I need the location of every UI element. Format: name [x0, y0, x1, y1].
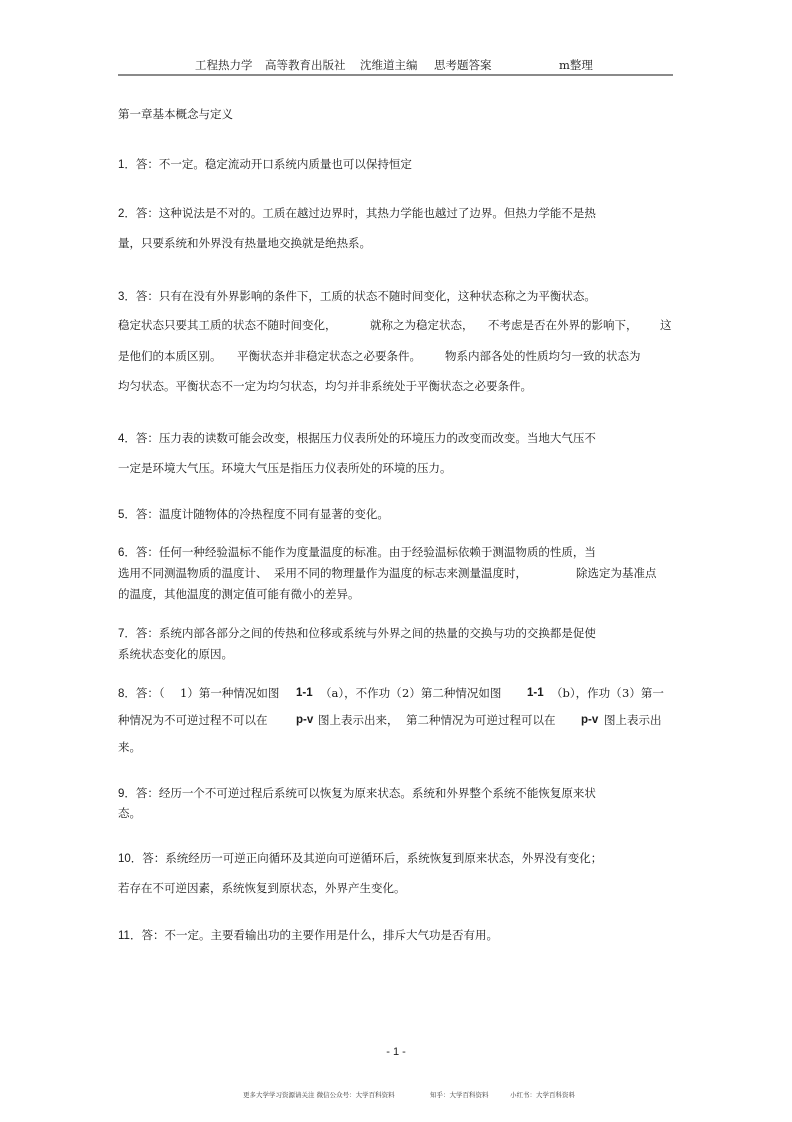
answer-8: 8．答：（	[118, 686, 165, 700]
page-number: - 1 -	[386, 1046, 406, 1058]
answer-11	[118, 928, 498, 943]
answer-number: 8	[118, 688, 125, 700]
answer-8-seg: 1）第一种情况如图	[180, 686, 280, 700]
header-doc-type: 思考题答案	[434, 58, 492, 72]
answer-7	[118, 626, 596, 641]
answer-number: 7	[118, 628, 125, 640]
pv-diagram-ref: p-v	[296, 714, 314, 726]
header-compiler: m整理	[559, 58, 593, 72]
answer-8-seg: 图上表示出来，	[318, 713, 399, 727]
answer-10	[118, 851, 602, 866]
answer-4-line-2: 一定是环境大气压。环境大气压是指压力仪表所处的环境的压力。	[118, 461, 452, 475]
answer-8-line-3: 来。	[118, 740, 141, 754]
answer-8-seg: 种情况为不可逆过程不可以在	[118, 713, 268, 727]
answer-10-line-2: 若存在不可逆因素，系统恢复到原状态，外界产生变化。	[118, 881, 406, 895]
answer-text: ．答：温度计随物体的冷热程度不同有显著的变化。	[124, 507, 389, 521]
answer-6-seg: 采用不同的物理量作为温度的标志来测量温度时，	[274, 566, 527, 580]
answer-number: 11	[118, 930, 130, 942]
answer-text: ．答：只有在没有外界影响的条件下，工质的状态不随时间变化，这种状态称之为平衡状态。	[124, 289, 596, 303]
figure-ref: 1-1	[296, 687, 313, 699]
answer-6-line-3: 的温度，其他温度的测定值可能有微小的差异。	[118, 587, 360, 601]
answer-8-seg: 2）第二种情况如图	[402, 686, 502, 700]
running-header	[118, 52, 673, 76]
chapter-title: 第一章基本概念与定义	[118, 107, 233, 121]
answer-number: 6	[118, 547, 125, 559]
answer-3-seg: 稳定状态只要其工质的状态不随时间变化，	[118, 318, 337, 332]
answer-number: 4	[118, 433, 125, 445]
footer-xiaohongshu: 小红书：大学百科资料	[510, 1091, 575, 1099]
answer-6	[118, 545, 596, 560]
answer-2-line-2: 量，只要系统和外界没有热量地交换就是绝热系。	[118, 236, 371, 250]
answer-8-seg: （a），不作功（	[320, 686, 402, 700]
answer-text: ．答：不一定。稳定流动开口系统内质量也可以保持恒定	[124, 157, 412, 171]
answer-3	[118, 289, 596, 304]
answer-3-seg: 是他们的本质区别。	[118, 349, 222, 363]
answer-6-seg: 选用不同测温物质的温度计、	[118, 566, 268, 580]
answer-8-seg: 第二种情况为可逆过程可以在	[406, 713, 556, 727]
answer-3-seg: 就称之为稳定状态，	[370, 318, 474, 332]
answer-3-line-4: 均匀状态。平衡状态不一定为均匀状态，均匀并非系统处于平衡状态之必要条件。	[118, 379, 532, 393]
answer-9	[118, 786, 596, 801]
footer-zhihu: 知乎：大学百科资料	[430, 1091, 489, 1099]
answer-9-line-2: 态。	[118, 806, 141, 820]
answer-text: ．答：系统内部各部分之间的传热和位移或系统与外界之间的热量的交换与功的交换都是促使	[124, 626, 596, 640]
answer-text: ．答：任何一种经验温标不能作为度量温度的标准。由于经验温标依赖于测温物质的性质，当	[124, 545, 596, 559]
answer-number: 9	[118, 788, 125, 800]
answer-text: ．答：不一定。主要看输出功的主要作用是什么，排斥大气功是否有用。	[129, 928, 498, 942]
header-divider	[118, 74, 673, 76]
answer-number: 5	[118, 509, 125, 521]
header-editor: 沈维道主编	[360, 58, 418, 72]
answer-7-line-2: 系统状态变化的原因。	[118, 647, 233, 661]
answer-1	[118, 157, 412, 172]
answer-8-seg: （b），作功（	[551, 686, 622, 700]
answer-3-seg: 平衡状态并非稳定状态之必要条件。	[237, 349, 421, 363]
answer-text: ．答：系统经历一可逆正向循环及其逆向可逆循环后，系统恢复到原来状态，外界没有变化；	[130, 851, 603, 865]
header-publisher: 高等教育出版社	[265, 58, 346, 72]
answer-number: 10	[118, 853, 131, 865]
answer-number: 2	[118, 208, 125, 220]
answer-text: ．答：这种说法是不对的。工质在越过边界时，其热力学能也越过了边界。但热力学能不是热	[124, 206, 596, 220]
answer-3-seg: 物系内部各处的性质均匀一致的状态为	[445, 349, 641, 363]
answer-number: 3	[118, 291, 125, 303]
answer-6-seg: 除选定为基准点	[576, 566, 657, 580]
figure-ref: 1-1	[527, 687, 544, 699]
pv-diagram-ref: p-v	[581, 714, 599, 726]
answer-text: ．答：经历一个不可逆过程后系统可以恢复为原来状态。系统和外界整个系统不能恢复原来状	[124, 786, 596, 800]
answer-number: 1	[118, 159, 125, 171]
answer-4	[118, 431, 596, 446]
answer-8-seg: 图上表示出	[604, 713, 662, 727]
header-book-title: 工程热力学	[195, 58, 253, 72]
answer-text: ．答：压力表的读数可能会改变，根据压力仪表所处的环境压力的改变而改变。当地大气压不	[124, 431, 596, 445]
answer-8-seg: 3）第一	[622, 686, 664, 700]
answer-3-seg: 不考虑是否在外界的影响下，	[488, 318, 638, 332]
answer-3-seg: 这	[660, 318, 672, 332]
answer-2	[118, 206, 596, 221]
answer-5	[118, 507, 389, 522]
footer-promo: 更多大学学习资源请关注 微信公众号：大学百科资料	[243, 1091, 395, 1099]
